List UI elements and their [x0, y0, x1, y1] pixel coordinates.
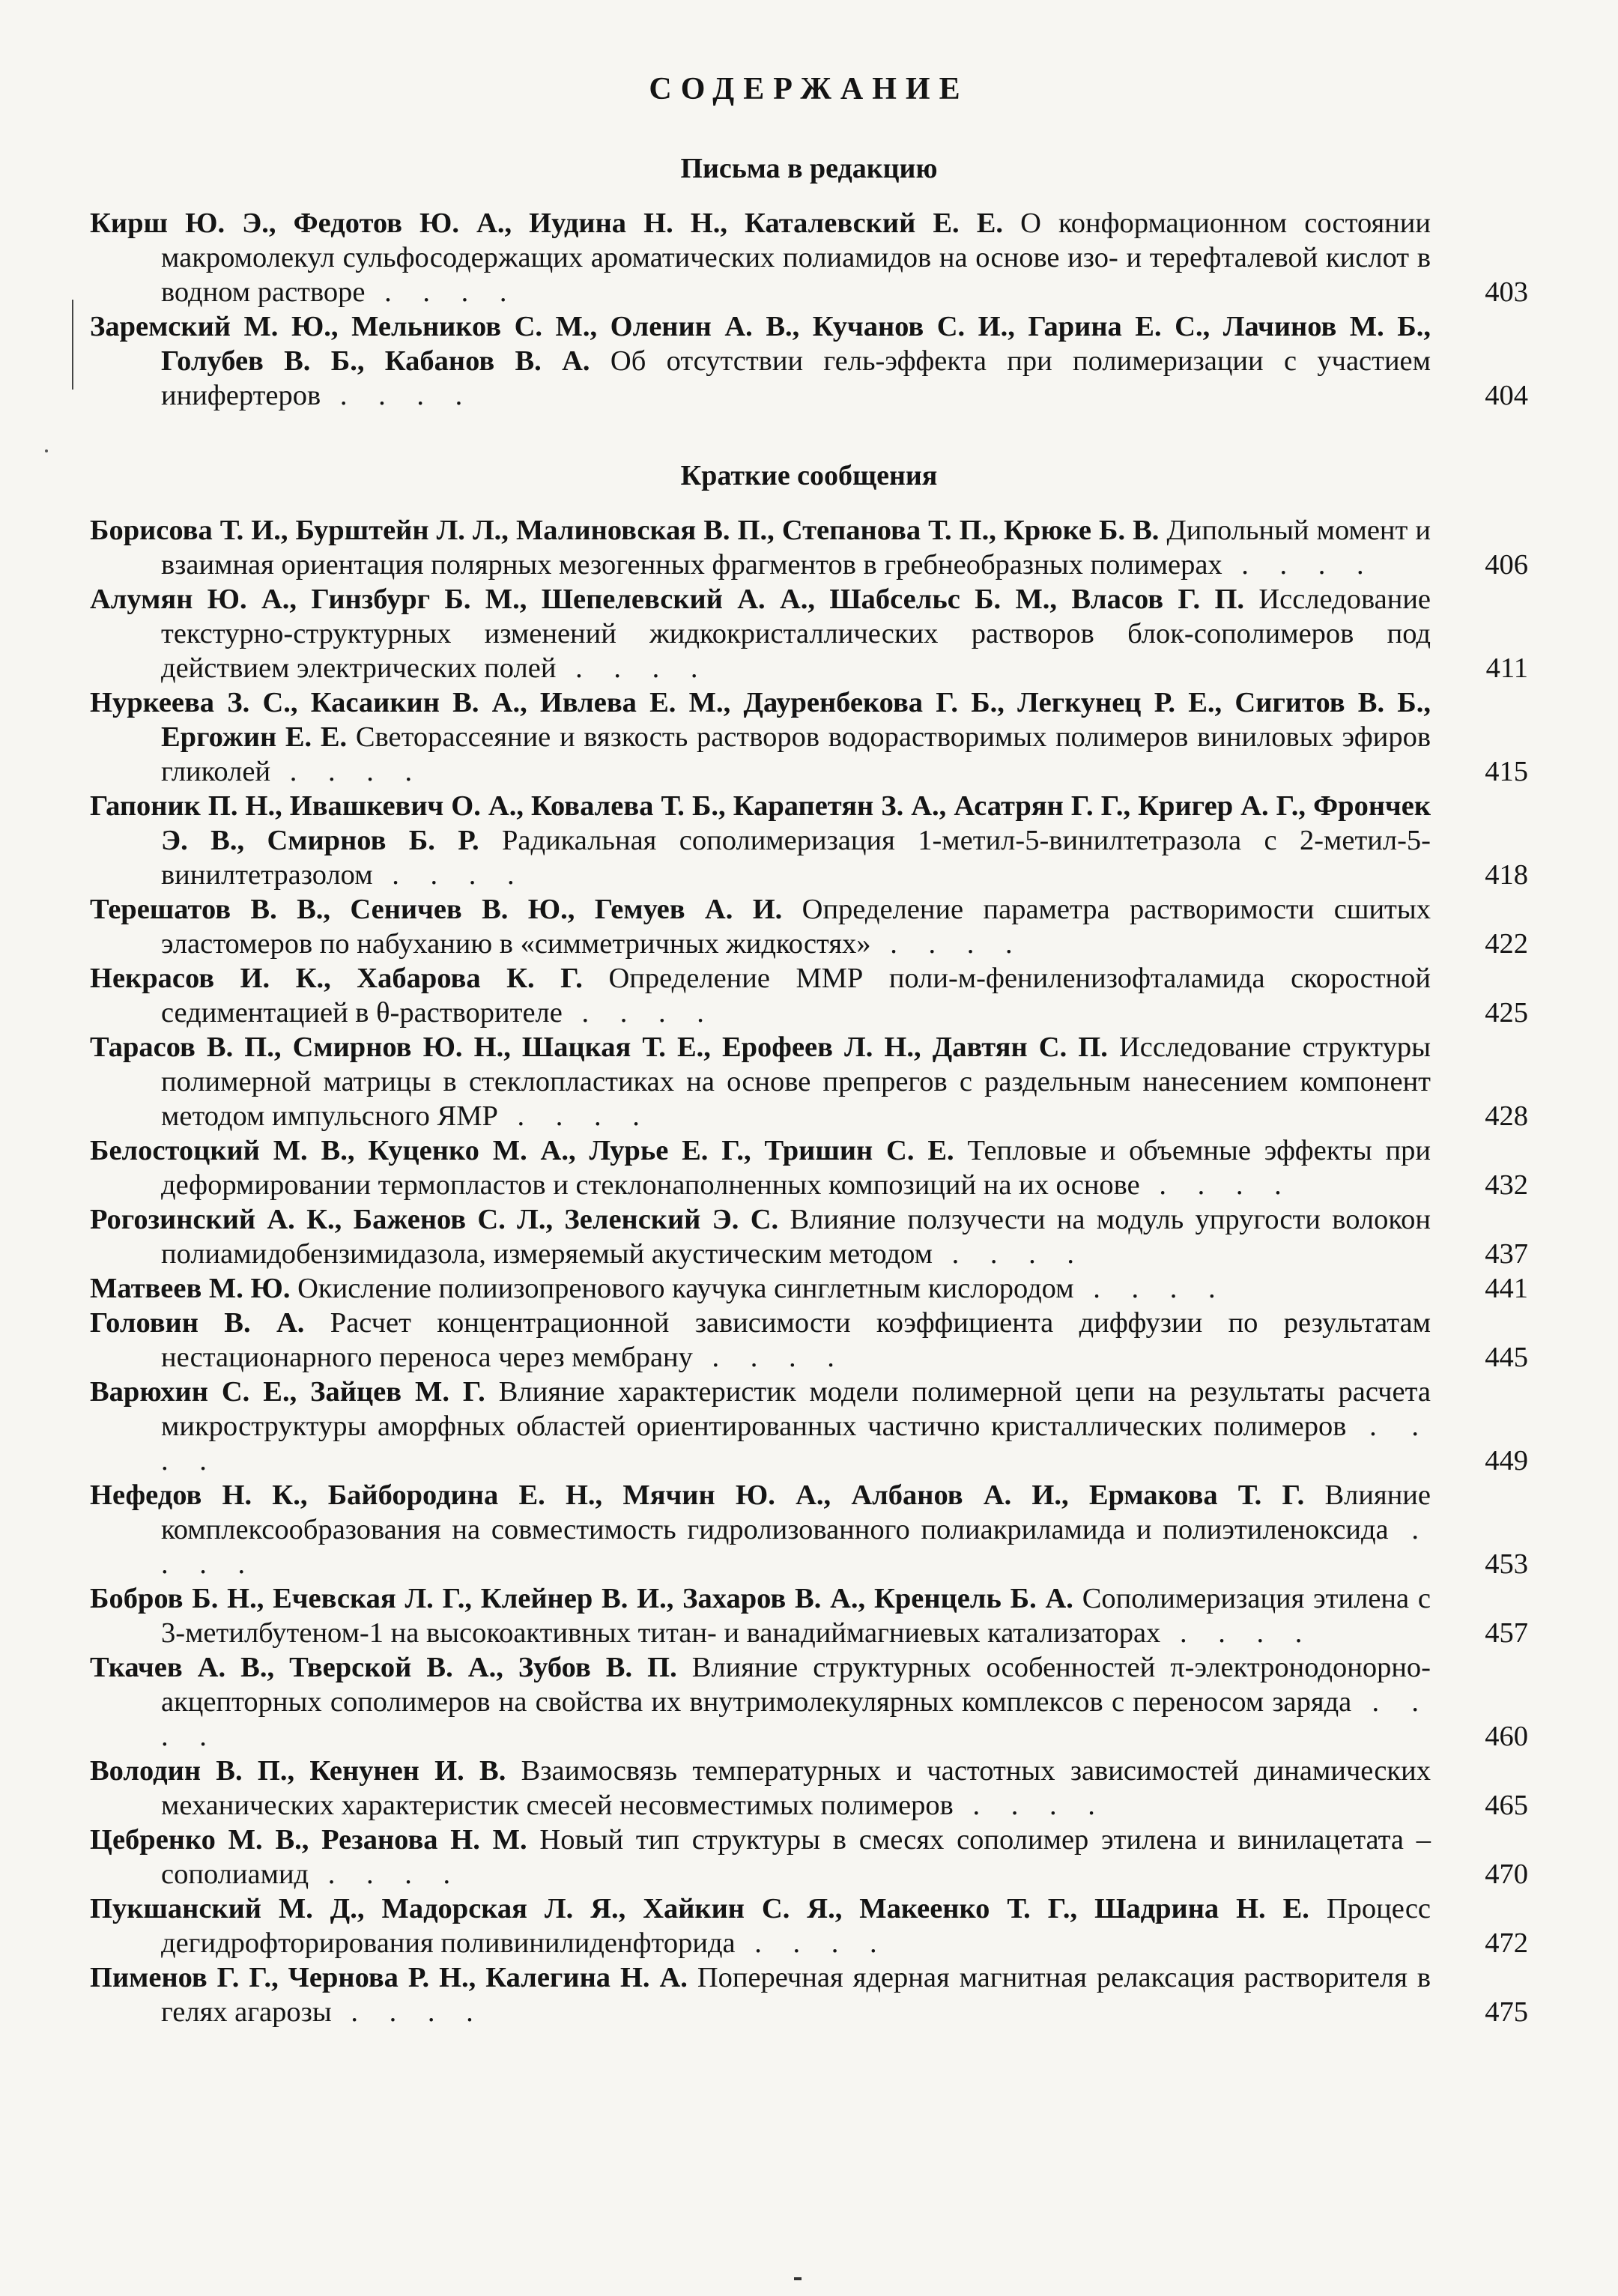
entry-authors: Головин В. А. — [90, 1307, 305, 1339]
entry-title: Определение ММР поли-м-фениленизофталамида скоростной седиментацией в θ-растворителе — [161, 963, 1431, 1029]
margin-mark — [72, 300, 73, 390]
toc-entry — [90, 789, 1528, 892]
entry-title: Об отсутствии гель-эффекта при полимеризации с участием инифертеров — [161, 345, 1431, 411]
entry-title: Окисление полиизопренового каучука синглетным кислородом — [297, 1273, 1074, 1304]
entry-authors: Алумян Ю. А., Гинзбург Б. М., Шепелевский А. А., Шабсельс Б. М., Власов Г. П. — [90, 584, 1245, 615]
entry-text — [90, 1650, 1446, 1754]
leader-dots: . . . . — [331, 1996, 485, 2028]
entry-title: Дипольный момент и взаимная ориентация полярных мезогенных фрагментов в гребнеобразных полимерах — [161, 515, 1431, 581]
leader-dots: . . . . — [321, 380, 475, 411]
entry-page-number: 418 — [1485, 859, 1528, 891]
print-speck — [794, 2277, 802, 2280]
leader-dots: . . . . — [372, 859, 527, 891]
entry-page-number: 441 — [1485, 1273, 1528, 1304]
toc-entry — [90, 1271, 1528, 1306]
entry-title: Влияние характеристик модели полимерной цепи на результаты расчета микроструктуры аморфных областей ориентированных частично кристаллических полимеров — [161, 1376, 1431, 1442]
entry-authors: Заремский М. Ю., Мельников С. М., Оленин А. В., Кучанов С. И., Гарина Е. С., Лачинов М. Б., Голубев В. Б., Кабанов В. А. — [90, 311, 1431, 377]
toc-entry — [90, 1960, 1528, 2029]
entry-text — [90, 1375, 1446, 1478]
entry-title: Исследование структуры полимерной матрицы в стеклопластиках на основе препрегов с раздельным нанесением компонент методом импульсного ЯМР — [161, 1032, 1431, 1132]
leader-dots: . . . . — [309, 1859, 463, 1890]
leader-dots: . . . . — [953, 1790, 1107, 1821]
leader-dots: . . . . — [556, 652, 710, 684]
toc-entry — [90, 1133, 1528, 1202]
entry-authors: Матвеев М. Ю. — [90, 1273, 291, 1304]
entry-authors: Гапоник П. Н., Ивашкевич О. А., Ковалева Т. Б., Карапетян З. А., Асатрян Г. Г., Кригер А. Г., Фрончек Э. В., Смирнов Б. Р. — [90, 790, 1431, 856]
toc-entry — [90, 1891, 1528, 1960]
entry-page-number: 425 — [1485, 997, 1528, 1029]
entry-page-number: 465 — [1485, 1790, 1528, 1821]
toc-entry — [90, 1478, 1528, 1581]
leader-dots: . . . . — [497, 1100, 652, 1132]
entry-page-number: 404 — [1485, 380, 1528, 411]
entry-page-number: 475 — [1485, 1996, 1528, 2028]
entry-authors: Терешатов В. В., Сеничев В. Ю., Гемуев А. И. — [90, 894, 783, 925]
entry-authors: Нуркеева З. С., Касаикин В. А., Ивлева Е. М., Дауренбекова Г. Б., Легкунец Р. Е., Сигитов В. Б., Ергожин Е. Е. — [90, 687, 1431, 753]
entry-page-number: 415 — [1485, 756, 1528, 787]
entry-title: О конформационном состоянии макромолекул сульфосодержащих ароматических полиамидов на основе изо- и терефталевой кислот в водном растворе — [161, 208, 1431, 308]
entry-title: Светорассеяние и вязкость растворов водорастворимых полимеров виниловых эфиров гликолей — [161, 721, 1431, 787]
leader-dots: . . . . — [692, 1342, 846, 1373]
toc-entry — [90, 1202, 1528, 1271]
entry-title: Расчет концентрационной зависимости коэффициента диффузии по результатам нестационарного переноса через мембрану — [161, 1307, 1431, 1373]
entry-authors: Нефедов Н. К., Байбородина Е. Н., Мячин Ю. А., Албанов А. И., Ермакова Т. Г. — [90, 1479, 1305, 1511]
page-title: СОДЕРЖАНИЕ — [649, 72, 969, 106]
entry-text — [90, 892, 1446, 961]
toc-entry — [90, 1823, 1528, 1891]
toc-entry — [90, 206, 1528, 309]
entry-title: Поперечная ядерная магнитная релаксация растворителя в гелях агарозы — [161, 1962, 1431, 2028]
toc-entry — [90, 1306, 1528, 1375]
entry-authors: Бобров Б. Н., Ечевская Л. Г., Клейнер В. И., Захаров В. А., Кренцель Б. А. — [90, 1583, 1073, 1614]
entry-text — [90, 513, 1446, 582]
toc-entry — [90, 582, 1528, 685]
toc-entry — [90, 1754, 1528, 1823]
entry-text — [90, 961, 1446, 1030]
entry-title: Влияние комплексообразования на совместимость гидролизованного полиакриламида и полиэтиленоксида — [161, 1479, 1431, 1545]
leader-dots: . . . . — [1139, 1169, 1294, 1201]
entry-page-number: 457 — [1485, 1617, 1528, 1649]
toc-entry — [90, 892, 1528, 961]
entry-text — [90, 1202, 1446, 1271]
entry-text — [90, 1478, 1446, 1581]
sections-container — [90, 152, 1528, 2029]
entry-text — [90, 1581, 1446, 1650]
entry-title: Влияние структурных особенностей π-электронодонорно-акцепторных сополимеров на свойства их внутримолекулярных комплексов с переносом заряда — [161, 1652, 1431, 1718]
entry-page-number: 432 — [1485, 1169, 1528, 1201]
entry-authors: Пукшанский М. Д., Мадорская Л. Я., Хайкин С. Я., Макеенко Т. Г., Шадрина Н. Е. — [90, 1893, 1309, 1924]
toc-entry — [90, 309, 1528, 413]
entry-authors: Варюхин С. Е., Зайцев М. Г. — [90, 1376, 485, 1408]
leader-dots: . . . . — [1073, 1273, 1228, 1304]
entry-text — [90, 1271, 1446, 1306]
leader-dots: . . . . — [161, 1514, 1431, 1580]
entry-text — [90, 1823, 1446, 1891]
entry-title: Взаимосвязь температурных и частотных зависимостей динамических механических характеристик смесей несовместимых полимеров — [161, 1755, 1431, 1821]
entry-authors: Цебренко М. В., Резанова Н. М. — [90, 1824, 527, 1856]
entry-authors: Некрасов И. К., Хабарова К. Г. — [90, 963, 583, 994]
entry-page-number: 449 — [1485, 1445, 1528, 1476]
entry-text — [90, 1030, 1446, 1133]
entry-page-number: 445 — [1485, 1342, 1528, 1373]
entry-page-number: 472 — [1485, 1927, 1528, 1959]
toc-entry — [90, 1650, 1528, 1754]
entry-authors: Рогозинский А. К., Баженов С. Л., Зеленский Э. С. — [90, 1204, 779, 1235]
leader-dots: . . . . — [932, 1238, 1086, 1270]
entry-authors: Ткачев А. В., Тверской В. А., Зубов В. П. — [90, 1652, 677, 1683]
entry-page-number: 470 — [1485, 1859, 1528, 1890]
toc-entry — [90, 1375, 1528, 1478]
entry-authors: Пименов Г. Г., Чернова Р. Н., Калегина Н. А. — [90, 1962, 688, 1993]
entry-authors: Белостоцкий М. В., Куценко М. А., Лурье Е. Г., Тришин С. Е. — [90, 1135, 954, 1166]
toc-entry — [90, 961, 1528, 1030]
entry-page-number: 437 — [1485, 1238, 1528, 1270]
entry-text — [90, 1960, 1446, 2029]
entry-text — [90, 1754, 1446, 1823]
leader-dots: . . . . — [365, 276, 519, 308]
toc-entry — [90, 1581, 1528, 1650]
entry-text — [90, 206, 1446, 309]
entry-page-number: 411 — [1485, 652, 1528, 684]
leader-dots: . . . . — [735, 1927, 889, 1959]
section-heading: Письма в редакцию — [680, 153, 938, 184]
leader-dots: . . . . — [562, 997, 716, 1029]
print-speck — [45, 449, 48, 452]
leader-dots: . . . . — [161, 1686, 1431, 1752]
entry-title: Влияние ползучести на модуль упругости волокон полиамидобензимидазола, измеряемый акустическим методом — [161, 1204, 1431, 1270]
entry-page-number: 422 — [1485, 928, 1528, 960]
entry-title: Определение параметра растворимости сшитых эластомеров по набуханию в «симметричных жидкостях» — [161, 894, 1431, 960]
entry-title: Исследование текстурно-структурных изменений жидкокристаллических растворов блок-сополимеров под действием электрических полей — [161, 584, 1431, 684]
leader-dots: . . . . — [1222, 549, 1376, 581]
toc-entry — [90, 685, 1528, 789]
entry-page-number: 403 — [1485, 276, 1528, 308]
entry-text — [90, 1891, 1446, 1960]
entry-authors: Тарасов В. П., Смирнов Ю. Н., Шацкая Т. Е., Ерофеев Л. Н., Давтян С. П. — [90, 1032, 1108, 1063]
toc-entry — [90, 1030, 1528, 1133]
entry-page-number: 406 — [1485, 549, 1528, 581]
entry-text — [90, 789, 1446, 892]
entry-authors: Борисова Т. И., Бурштейн Л. Л., Малиновская В. П., Степанова Т. П., Крюке Б. В. — [90, 515, 1160, 546]
entry-page-number: 453 — [1485, 1548, 1528, 1580]
entry-authors: Кирш Ю. Э., Федотов Ю. А., Иудина Н. Н., Каталевский Е. Е. — [90, 208, 1004, 239]
entry-page-number: 428 — [1485, 1100, 1528, 1132]
entry-title: Радикальная сополимеризация 1-метил-5-винилтетразола с 2-метил-5-винилтетразолом — [161, 825, 1431, 891]
entry-text — [90, 582, 1446, 685]
entry-title: Процесс дегидрофторирования поливинилиденфторида — [161, 1893, 1431, 1959]
leader-dots: . . . . — [270, 756, 425, 787]
entry-text — [90, 1133, 1446, 1202]
leader-dots: . . . . — [870, 928, 1025, 960]
toc-entry — [90, 513, 1528, 582]
entry-text — [90, 685, 1446, 789]
section-heading: Краткие сообщения — [680, 460, 938, 491]
contents-page — [90, 71, 1528, 2076]
entry-text — [90, 1306, 1446, 1375]
leader-dots: . . . . — [161, 1411, 1431, 1476]
entry-title: Новый тип структуры в смесях сополимер этилена и винилацетата – сополиамид — [161, 1824, 1431, 1890]
entry-page-number: 460 — [1485, 1721, 1528, 1752]
entry-text — [90, 309, 1446, 413]
entry-title: Тепловые и объемные эффекты при деформировании термопластов и стеклонаполненных композиций на их основе — [161, 1135, 1431, 1201]
leader-dots: . . . . — [1160, 1617, 1315, 1649]
entry-authors: Володин В. П., Кенунен И. В. — [90, 1755, 506, 1787]
toc-section — [90, 459, 1528, 2029]
entry-title: Сополимеризация этилена с 3-метилбутеном-1 на высокоактивных титан- и ванадиймагниевых катализаторах — [161, 1583, 1431, 1649]
toc-section — [90, 152, 1528, 413]
